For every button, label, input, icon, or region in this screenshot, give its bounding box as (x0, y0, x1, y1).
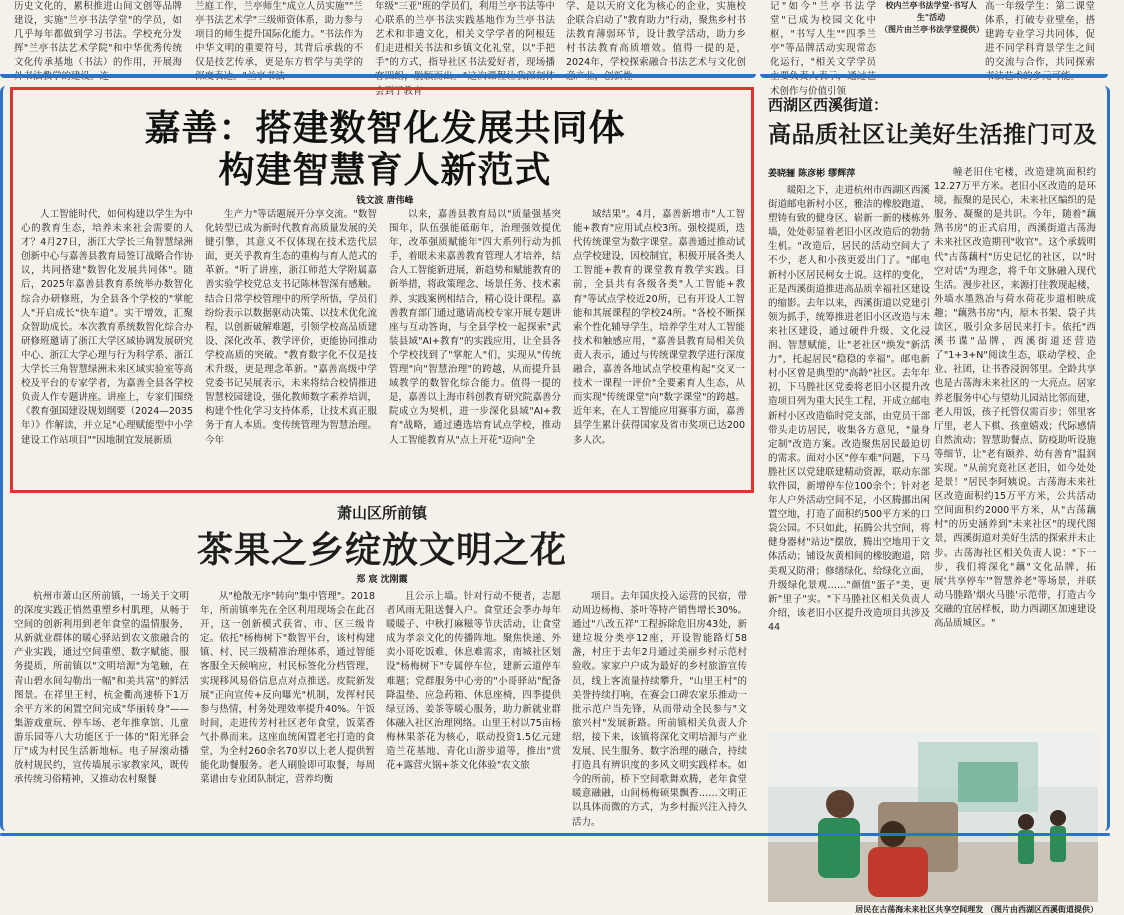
left-frame-border (0, 86, 8, 831)
jiashan-headline-line-1: 嘉善：搭建数智化发展共同体 (144, 107, 626, 149)
top-right-divider-rule (760, 74, 1108, 78)
previous-article-strip (0, 0, 1124, 97)
strip-column-1: 历史文化的，累积推进山间文创等品牌建设，实施"兰亭书法学堂"的学员，如几乎每年都做到学习书法。学校充分发挥"兰亭书法艺术学院"和中华优秀传统文化传承基地（书法）的作用，开展海 (14, 1, 182, 69)
xihu-article (760, 86, 1102, 914)
strip-column-6: 高一年级学生：第二课堂体系，打破专业壁垒，搭建跨专业学习共同体，促进不同学科背景学生之间的交流与合作，共同探索 (985, 1, 1095, 69)
xiaoshan-article (10, 498, 754, 833)
jiashan-column-4: 域结果"。4月，嘉善新增市"人工智能+教育"应用试点校3所。强校提质，迭代传统课堂为数字课堂。嘉善通过推动试点学校建设，因校制宜，积极开展各类人工智能+教育的课堂教育教学实践。目前，全县共有各级各类"人工智能+教育"等试点学校近20所，已有开设人工智能和其展课程的学校24所。"各校不断探索个性化辅导学生，培养学生对人工智能技术和触感应用，"嘉善县教育局相关负责人表示，通过与传统课堂教学进行深度融合，嘉善各地试点学校重构起"交叉一技术一课程一评价"全要素育人生态，从而实现"传统课堂"向"数字课堂"的跨越。近年来，在人工智能应用赛事方面，嘉善县学生累计获得国家及省市奖项已达200多人次。 (573, 209, 745, 446)
xiaoshan-column-3: 且公示上墙。针对行动不便者，志愿者风雨无阻送餐入户。食堂还会季办每年暖暖子、中秋打麻糍等节庆活动，让食堂成为孝亲文化的传播阵地。聚焦快递、外卖小哥吃饭难、休息难需求，南城社区划设"杨梅树下"专属停车位，建新云道停车难题；党群服务中心旁的"小哥驿站"配备降温垫、应急药箱、休息座椅，四季提供绿豆汤、姜茶等暖心服务，助力新就业群体融入社区治理网络。山里王村以75亩杨梅林果茶花为核心，联动投资1.5亿元建造兰花基地、青化山游步道等，推出"赏花+露营火锅+茶文化体验"农文旅 (386, 591, 561, 772)
strip-column-4: 学、是以天府文化为核心的企业，实施校企联合启动了"教育助力"行动，聚焦乡村书法教育薄弱环节，设计教学活动，助力乡村书法教育高质增效。值得一提的是，2024年，学校探索融合书法艺术与文化创 (566, 1, 746, 69)
strip-column-2: 兰庭工作，兰亭师生"成立人员实施""兰亭书法艺术学"三级师资体系，助力参与项目的师生提升国际化能力。"书法作为中华文明的重要符号，其背后承载的不仅是技艺传承，更是东方哲学与美学的 (195, 1, 363, 69)
right-frame-border (1102, 86, 1110, 831)
xihu-headline: 高品质社区让美好生活推门可及 (768, 121, 1097, 148)
xiaoshan-headline: 茶果之乡绽放文明之花 (196, 529, 567, 571)
jiashan-byline: 钱文波 唐伟峰 (356, 196, 414, 206)
top-divider-rule (0, 74, 756, 78)
xiaoshan-kicker: 萧山区所前镇 (336, 504, 427, 522)
bottom-divider-rule (0, 833, 1110, 836)
xiaoshan-column-2: 从"枪散无序"转向"集中管理"。2018年，所前镇率先在全区利用现场会在此召开，这一创新模式获省、市、区三级肯定。依托"杨梅树下"数智平台，该村构建镇、村、民三级精准治理体系，通过智能客服全天候响应，村民标签化分档管理，实现移风易俗信息点对点推送。皮院新发展"正向宣传+反向曝光"机制，发挥村民参与热情，村务处理效率提升40%。午饭时间，走进传芳村社区老年食堂，饭菜香气扑鼻而来。这座血统闲置老宅打造的食堂，为全村260余名70岁以上老人提供暂能化助餐服务。老人刷脸即可取餐，每周菜谱由专业团队制定，营养均衡 (200, 591, 375, 786)
jiashan-column-3: 以来，嘉善县教育局以"质量强基突围年，队伍强能砥砺年，治理强效提优年，改革强质赋能年"四大系列行动为抓手，着眼未来嘉善教育管理人才培养，结合人工智能新进展，新趋势和赋能教育的新举措，将政策理念、场景任务、技术素养、实践案例相结合，精心设计课程。嘉善教育部门通过邀请高校专家开展专题讲座与互动答询，与全县学校一起探索"武装县域"AI+教育"的实践应用，让全县各个学校找到了"掌舵人"们，实现从"传统管理"向"智慧治理"的跨越，从而提升县域教学的数智化综合能力。值得一提的是，嘉善以上海市科创教育研究院嘉善分院成立为契机，进一步深化县域"AI+教育"战略，通过遴选培育试点学校，推动人工智能教育从"点上开花"迈向"全 (389, 209, 561, 446)
jiashan-column-2: 生产力"等话题展开分享交流。"数智化转型已成为新时代教育高质量发展的关键引擎，其意义不仅体现在技术迭代层面，更关乎教育生态的重构与育人范式的革新。"听了讲座，浙江师范大学附属嘉善实验学校党总支书记陈林智深有感触。结合日常学校管理中的所学所悟，学员们纷纷表示以数据驱动决策、以技术优化流程，以创新破解难题，引领学校高品质建设、深化改革、教学评价，更能协同推动学校高质的突破。"教育数字化不仅是技术升级，更是理念革新。"嘉善高级中学党委书记吴展表示，未来将结合校情推进智慧校园建设，强化教师数字素养培训，构建个性化学习支持体系，让技术真正服务于育人本质。变传统管理为智慧治理。今年 (205, 209, 377, 446)
barbershop-photo (768, 732, 1098, 902)
jiashan-column-1: 人工智能时代，如何构建以学生为中心的教育生态，培养未来社会需要的人才？4月27日，浙江大学长三角智慧绿洲创新中心与嘉善县教育局签订战略合作协议，共同搭建"数智化发展共同体"。随后，2025年嘉善县教育系统举办数智化综合办研修班，为全县各个学校的"掌舵人"开启成长"快车道"。实干增效，汇聚众智助成长。本次教育系统数智化综合办研修班邀请了浙江大学区域协调发展研究中心、浙江大学心理与行为科学系、浙江大学长三角智慧绿洲未来区域实验室等高校及平台的专家学者，为嘉善全县各学校负责人作专题讲座。讲座上，专家们围绕《教育强国建设规划纲要（2024—2035年）》作解读，并立足"心理赋能型中小学建设工作站项目""因地制宜发展新质 (21, 209, 193, 446)
xiaoshan-column-1: 杭州市萧山区所前镇，一场关于文明的深度实践正悄然重塑乡村肌理，从畅于空间的创新利用到老年食堂的温情服务，从新就业群体的暖心驿站到农文旅融合的产业实践，通过空间重塑、数字赋能、服务提质，所前镇以"文明培源"为笔触，在青山碧水间勾勒出一幅"和美共富"的鲜活图景。在祥里王村，杭金衢高速桥下1万余平方米的闲置空间完成"华丽转身"——集游戏童玩、停车场、老年推拿馆、儿童游乐园等八大功能区于一体的"阳光驿会厅"成为村民生活新地标。电子屏滚动播放村规民约，宣传墙展示家教家风，既传承传统习俗精神，又推动农村聚餐 (14, 591, 189, 786)
strip-column-3: 年级"三亚"班的学员们，利用兰亭书法等中心联系的兰亭书法实践基地作为兰亭书法艺术和非遗文化，相关文学学者的阿根廷们走进相关书法和乡镇文化礼堂，以"手把手"的方式，指导社区书法爱好者，现场播 会到了教育 (375, 1, 555, 97)
xihu-byline: 姜晓骊 陈彦彬 缪辉萍 (768, 169, 856, 179)
jiashan-headline-line-2: 构建智慧育人新范式 (218, 149, 552, 191)
xihu-kicker: 西湖区西溪街道： (768, 96, 889, 114)
jiashan-article (10, 87, 754, 493)
photo-caption: 居民在古荡海未来社区共享空间理发 （图片由西湖区西溪街道提供） (855, 905, 1098, 914)
xihu-column-1: 暖阳之下，走进杭州市西湖区西溪街道邮电新村小区，雅洁的橡胶跑道、塑铸有致的健身区、崭新一新的楼栋外墙，处处彰显着老旧小区改造后的勃勃生机。"改造后，居民的活动空间大了不少，老人和小孩更爱出门了。"邮电新村小区居民柯女士说。这样的变化，正是西溪街道推进高品质幸福社区建设的缩影。去年以来，西溪街道以党建引领为抓手，统筹推进老旧小区改造与未来社区建设，通过硬件升级、文化浸润、智慧赋能，让"老社区"焕发"新活力"，托起居民"稳稳的幸福"。邮电新村小区曾是典型的"高龄"社区。去年年初，下马塍社区党委将老旧小区提升改造项目列为重大民生工程，开成立邮电新村小区改造临时党支部，由党员干部带头走访居民，收集各方意见，"量身定制"改造方案。改造聚焦居民最迫切的需求。面对小区"停车难"问题，下马塍社区以党建联建精动资源，联动东部软件园，新增停车位100余个；针对老年人户外活动空间不足，小区腾挪出闲置空地，打造了面积约500平方米的口袋公园。不只如此，拓腾公共空间，将健身器材"站边"摆放，腾出空地用于文体活动；铺设灰黄相间的橡胶跑道，陪美观又防滑；修缮绿化、给绿化立面，升级绿化景观……"颜值"蛋子"美，更新"里子"实。"下马塍社区相关负责人介绍，该老旧小区提升改造项目共涉及44 (768, 185, 930, 633)
strip-photo-caption: 校内兰亭书法学堂·书写人生"活动 （图片由兰亭书法学堂提供） (880, 1, 984, 34)
xiaoshan-byline: 郑 宸 沈刚霞 (356, 575, 408, 585)
xiaoshan-column-4: 项目。去年国庆投入运营的民宿，带动周边杨梅、茶叶等特产销售增长30%。通过"八改五祥"工程拆除危旧房43处，新建垃圾分类亭12座，开设智能路灯58盏，村庄于去年2月通过美丽乡村示范村验收。家家户户成为最好的乡村旅游宣传员，线上客流量持续攀升，"山里王村"的美誉持续打响，在赛会口碑农家乐推动一批示范户当先锋，从而带动全民参与"文旅兴村"发展新路。所前镇相关负责人介绍，接下来，该镇将深化文明培源与产业发展、民生服务、数字治理的融合，持续打造具有辨识度的多风文明实践样本。如今的所前，桥下空间歌舞欢腾，老年食堂暖意融融，山间杨梅硕果飘香……文明正以具体而微的方式，为乡村振兴注入持久活力。 (572, 591, 747, 828)
xihu-column-2: 幢老旧住宅楼，改造建筑面积约12.27万平方米。老旧小区改造的是环境，振聚的是民心，未来社区编织的是服务、凝聚的是共识。今年，随着"藕熟书房"的正式启用，西溪街道古荡海未来社区改造期刊"收官"。这个承载明代"古荡藕村"历史记忆的社区，以"时空对话"为理念，将千年文脉融入现代生活。漫步社区，来源打往教现起楼，外墙水墨熟冶与荷水荷花步道相映成趣；"藕熟书房"内，原木书架、袋子共读区，吸引众多居民来打卡。依托"西溪书谍"品牌，西溪街道还营造了"1+3+N"阅读生态，联动学校、企业、社团，让书香浸润邻里。全龄共享也是古荡海未来社区的一大亮点。居家养老服务中心与望幼儿园站比邻而建，老人用饭，孩子托管仅需百步；邻里客厅里，老人下棋、孩童嬉戏；代际感情自然流动；智慧助餐点、防疫助听设施等细节，让"老有颐养、幼有善育"温润实现。"从前究竟社区老旧，如今处处是景！"居民李阿姨说。古荡海未来社区改造面积约15万平方米，公共活动空间面积约2000平方米，从"古荡藕村"的历史涵养到"未来社区"的现代图景，西溪街道对美好生活的探索并未止步。古荡海社区相关负责人说："下一步，我们将深化"藕"文化品牌，拓展'共享停车'"智慧养老"等场景，并联动马塍路'烟火马塍'示范带，打造古今交融的宜居样板，助力西湖区加速建设高品质城区。" (934, 167, 1096, 629)
strip-column-5: 记"如今"兰亭书法学堂"已成为校园文化中枢，"书写人生""四季兰亭"等品牌活动实现常态化运行，"相关文学学员 术创作与价值引领 (770, 1, 876, 97)
